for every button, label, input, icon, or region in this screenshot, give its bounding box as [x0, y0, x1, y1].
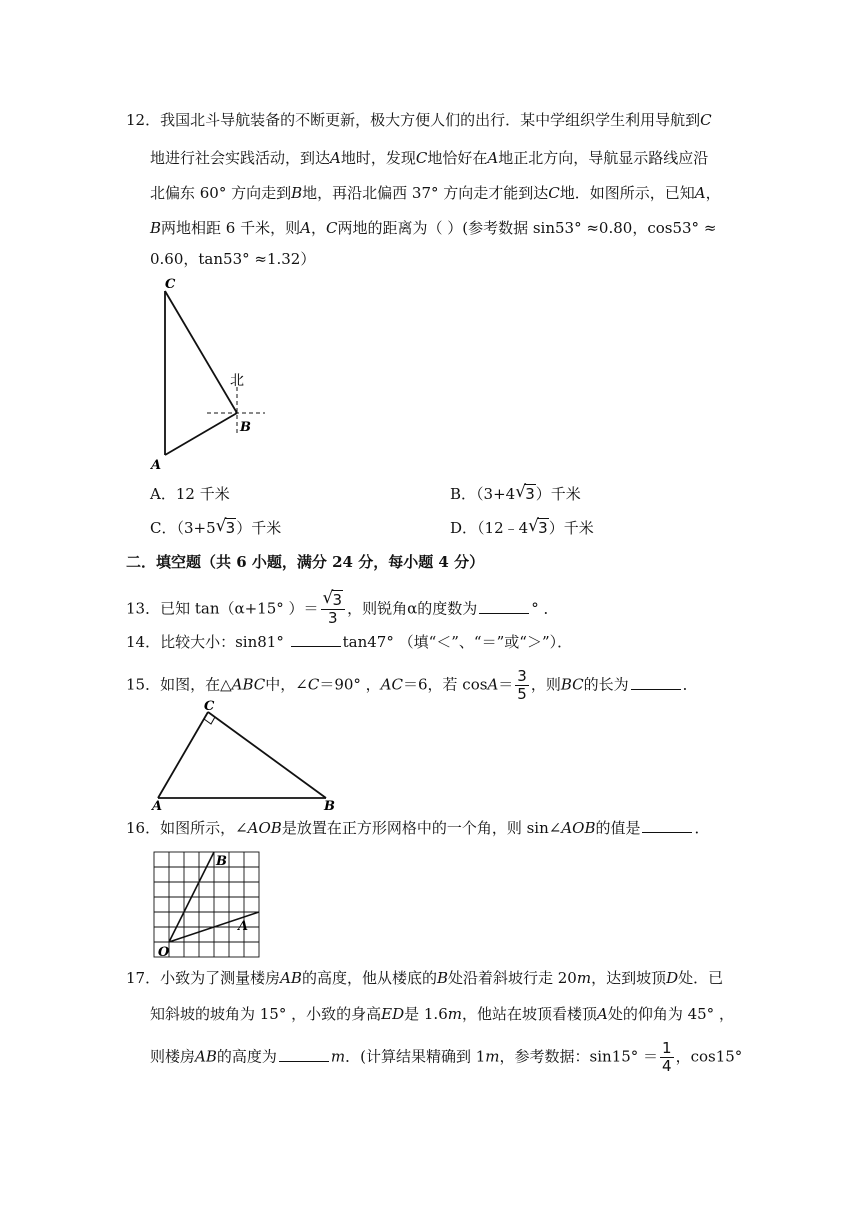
- q12-label-A: A: [151, 458, 162, 473]
- q12-option-c: C．（3+5 √ 3）千米: [150, 516, 282, 537]
- q12-option-d: D．（12﹣4 √ 3）千米: [450, 516, 594, 537]
- q12-line-4: B两地相距 6 千米，则A，C两地的距离为（ ）(参考数据 sin53° ≈0.80，cos53° ≈: [150, 219, 717, 237]
- q15-answer-blank: [631, 675, 681, 690]
- q15-label-C: C: [204, 700, 215, 714]
- q17-answer-blank: [279, 1047, 329, 1062]
- q12-label-C: C: [165, 277, 176, 292]
- q17-line-2: 知斜坡的坡角为 15° ，小致的身高ED是 1.6m，他站在坡顶看楼顶A处的仰角为 45° ，: [150, 1005, 734, 1023]
- q16-grid-figure: [148, 848, 268, 960]
- q12-line-3: 北偏东 60° 方向走到B地，再沿北偏西 37° 方向走才能到达C地．如图所示，已知A，: [150, 184, 721, 202]
- q15-figure: [148, 700, 348, 812]
- q15-label-A: A: [152, 799, 163, 812]
- q15: 15．如图，在△ABC中，∠C＝90° ，AC＝6，若 cosA＝ $\frac{3}{5}$ ，则BC的长为 ．: [126, 667, 698, 703]
- q12-label-B: B: [240, 420, 251, 435]
- section-2-heading: 二．填空题（共 6 小题，满分 24 分，每小题 4 分）: [126, 553, 485, 571]
- q13-answer-blank: [479, 599, 529, 614]
- q12-figure: [145, 275, 275, 475]
- q12-option-a: A．12 千米: [150, 485, 230, 503]
- q16-answer-blank: [642, 818, 692, 833]
- q16-label-O: O: [158, 945, 170, 960]
- q12-label-north: 北: [230, 373, 244, 389]
- q12-line-2: 地进行社会实践活动，到达A地时，发现C地恰好在A地正北方向，导航显示路线应沿: [150, 149, 709, 167]
- q17-line-3: 则楼房AB的高度为 m．(计算结果精确到 1m，参考数据：sin15° ＝ $\frac{1}{4}$ ，cos15°: [150, 1039, 743, 1075]
- q16-label-A: A: [238, 919, 249, 934]
- q13: 13．已知 tan（α+15° ）＝ √ 3 3 ，则锐角α的度数为 ° ．: [126, 588, 559, 627]
- q14: 14．比较大小：sin81° tan47° （填“＜”、“＝”或“＞”）．: [126, 633, 573, 651]
- q16-label-B: B: [216, 854, 227, 869]
- q14-answer-blank: [291, 632, 341, 647]
- q12-line-5: 0.60，tan53° ≈1.32）: [150, 250, 316, 268]
- q12-line-1: 12．我国北斗导航装备的不断更新，极大方便人们的出行．某中学组织学生利用导航到C: [126, 111, 712, 129]
- q12-option-b: B．（3+4 √ 3）千米: [450, 482, 581, 503]
- q17-line-1: 17．小致为了测量楼房AB的高度，他从楼底的B处沿着斜坡行走 20m，达到坡顶D处．已: [126, 969, 724, 987]
- q16: 16．如图所示，∠AOB是放置在正方形网格中的一个角，则 sin∠AOB的值是 ．: [126, 819, 710, 837]
- q15-label-B: B: [324, 799, 335, 812]
